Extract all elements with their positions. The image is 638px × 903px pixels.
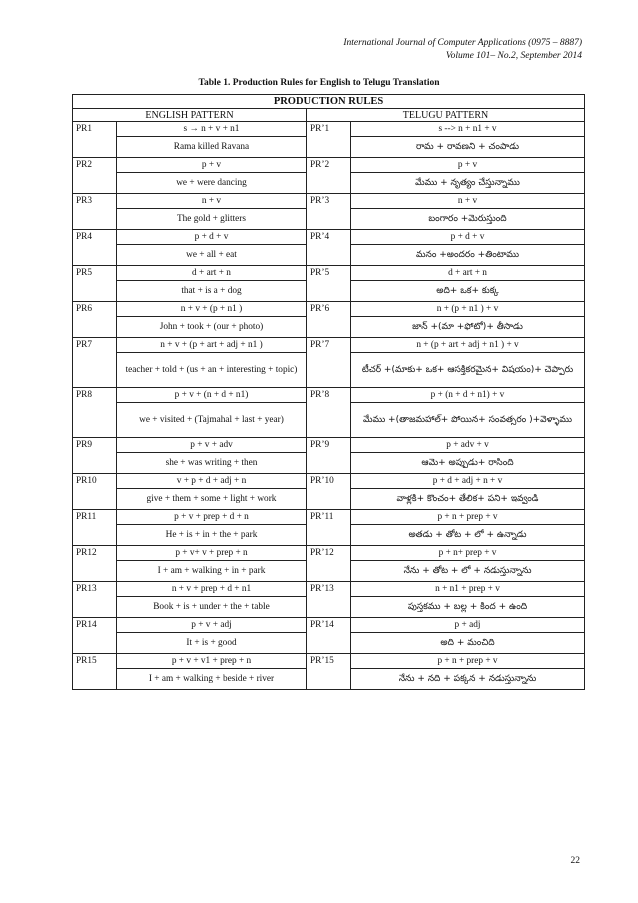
example-row: [73, 173, 585, 194]
telugu-pattern: p + d + adj + n + v: [351, 474, 585, 489]
english-pattern: d + art + n: [117, 266, 307, 281]
example-row: [73, 137, 585, 158]
english-example: I + am + walking + in + park: [117, 561, 307, 582]
telugu-example: నేను + నది + పక్కన + నడుస్తున్నాను: [351, 669, 585, 690]
rule-row: [73, 122, 585, 137]
telugu-pattern: p + (n + d + n1) + v: [351, 388, 585, 403]
english-example: The gold + glitters: [117, 209, 307, 230]
blank-cell: [73, 561, 117, 582]
english-pattern-header: ENGLISH PATTERN: [73, 109, 307, 122]
blank-cell: [307, 353, 351, 388]
blank-cell: [73, 245, 117, 266]
example-row: [73, 403, 585, 438]
rule-row: [73, 388, 585, 403]
rule-row: [73, 654, 585, 669]
example-row: [73, 597, 585, 618]
rule-id: PR4: [73, 230, 117, 245]
rule-row: [73, 582, 585, 597]
telugu-rule-id: PR’14: [307, 618, 351, 633]
telugu-example: జాన్ +(మా +ఫోటో)+ తీసాడు: [351, 317, 585, 338]
example-row: [73, 525, 585, 546]
rule-id: PR15: [73, 654, 117, 669]
english-example: we + visited + (Tajmahal + last + year): [117, 403, 307, 438]
telugu-pattern: p + n+ prep + v: [351, 546, 585, 561]
volume-header: Volume 101– No.2, September 2014: [445, 51, 582, 61]
example-row: [73, 281, 585, 302]
english-pattern: p + v + adv: [117, 438, 307, 453]
english-example: we + were dancing: [117, 173, 307, 194]
rule-row: [73, 194, 585, 209]
blank-cell: [73, 597, 117, 618]
telugu-pattern: s --> n + n1 + v: [351, 122, 585, 137]
english-example: Rama killed Ravana: [117, 137, 307, 158]
telugu-rule-id: PR’11: [307, 510, 351, 525]
blank-cell: [73, 281, 117, 302]
telugu-rule-id: PR’7: [307, 338, 351, 353]
telugu-rule-id: PR’9: [307, 438, 351, 453]
english-pattern: p + d + v: [117, 230, 307, 245]
telugu-rule-id: PR’6: [307, 302, 351, 317]
telugu-example: వాళ్లకి+ కొంచం+ తేలిక+ పని+ ఇవ్వండి: [351, 489, 585, 510]
rule-id: PR10: [73, 474, 117, 489]
telugu-pattern: n + (p + n1 ) + v: [351, 302, 585, 317]
english-pattern: p + v+ v + prep + n: [117, 546, 307, 561]
example-row: [73, 317, 585, 338]
blank-cell: [73, 525, 117, 546]
english-example: Book + is + under + the + table: [117, 597, 307, 618]
telugu-example: నేను + తోట + లో + నడుస్తున్నాను: [351, 561, 585, 582]
blank-cell: [73, 173, 117, 194]
blank-cell: [73, 403, 117, 438]
rule-row: [73, 230, 585, 245]
telugu-rule-id: PR’5: [307, 266, 351, 281]
english-pattern: p + v + adj: [117, 618, 307, 633]
english-pattern: s → n + v + n1: [117, 122, 307, 137]
blank-cell: [307, 525, 351, 546]
blank-cell: [307, 281, 351, 302]
telugu-pattern: p + d + v: [351, 230, 585, 245]
blank-cell: [73, 633, 117, 654]
rule-row: [73, 158, 585, 173]
telugu-pattern: p + adj: [351, 618, 585, 633]
rule-row: [73, 338, 585, 353]
english-pattern: n + v + prep + d + n1: [117, 582, 307, 597]
rule-id: PR12: [73, 546, 117, 561]
english-pattern: n + v + (p + n1 ): [117, 302, 307, 317]
example-row: [73, 561, 585, 582]
rule-row: [73, 510, 585, 525]
rule-row: [73, 546, 585, 561]
english-example: I + am + walking + beside + river: [117, 669, 307, 690]
blank-cell: [307, 403, 351, 438]
telugu-example: రామ + రావణని + చంపాడు: [351, 137, 585, 158]
english-example: that + is a + dog: [117, 281, 307, 302]
rule-id: PR2: [73, 158, 117, 173]
blank-cell: [307, 137, 351, 158]
telugu-rule-id: PR’1: [307, 122, 351, 137]
rule-row: [73, 618, 585, 633]
telugu-example: టీచర్ +(మాకు+ ఒక+ ఆసక్తికరమైన+ విషయం)+ చెప్పారు: [351, 353, 585, 388]
telugu-pattern: n + n1 + prep + v: [351, 582, 585, 597]
example-row: [73, 353, 585, 388]
example-row: [73, 209, 585, 230]
rule-id: PR7: [73, 338, 117, 353]
telugu-rule-id: PR’3: [307, 194, 351, 209]
english-pattern: n + v + (p + art + adj + n1 ): [117, 338, 307, 353]
telugu-pattern: n + (p + art + adj + n1 ) + v: [351, 338, 585, 353]
rule-row: [73, 438, 585, 453]
english-example: give + them + some + light + work: [117, 489, 307, 510]
telugu-example: ఆమె+ అప్పుడు+ రాసింది: [351, 453, 585, 474]
blank-cell: [307, 209, 351, 230]
example-row: [73, 669, 585, 690]
blank-cell: [307, 561, 351, 582]
telugu-pattern: d + art + n: [351, 266, 585, 281]
telugu-example: మేము + నృత్యం చేస్తున్నాము: [351, 173, 585, 194]
telugu-rule-id: PR’12: [307, 546, 351, 561]
english-example: teacher + told + (us + an + interesting + topic): [117, 353, 307, 388]
blank-cell: [73, 669, 117, 690]
english-pattern: p + v: [117, 158, 307, 173]
rule-row: [73, 302, 585, 317]
telugu-rule-id: PR’4: [307, 230, 351, 245]
rule-id: PR3: [73, 194, 117, 209]
telugu-rule-id: PR’10: [307, 474, 351, 489]
telugu-example: బంగారం +మెరుస్తుంది: [351, 209, 585, 230]
page-number: 22: [570, 856, 580, 866]
example-row: [73, 489, 585, 510]
rule-row: [73, 474, 585, 489]
telugu-pattern: p + n + prep + v: [351, 510, 585, 525]
rule-id: PR5: [73, 266, 117, 281]
rule-id: PR6: [73, 302, 117, 317]
telugu-example: పుస్తకము + బల్ల + కింద + ఉంది: [351, 597, 585, 618]
telugu-pattern: p + v: [351, 158, 585, 173]
telugu-example: అతడు + తోట + లో + ఉన్నాడు: [351, 525, 585, 546]
rule-id: PR9: [73, 438, 117, 453]
blank-cell: [73, 453, 117, 474]
blank-cell: [307, 453, 351, 474]
rule-id: PR8: [73, 388, 117, 403]
telugu-example: అది+ ఒక+ కుక్క: [351, 281, 585, 302]
blank-cell: [73, 209, 117, 230]
telugu-rule-id: PR’8: [307, 388, 351, 403]
rule-id: PR11: [73, 510, 117, 525]
rule-id: PR13: [73, 582, 117, 597]
telugu-pattern-header: TELUGU PATTERN: [307, 109, 585, 122]
blank-cell: [307, 669, 351, 690]
rule-id: PR14: [73, 618, 117, 633]
english-pattern: n + v: [117, 194, 307, 209]
blank-cell: [73, 317, 117, 338]
english-example: John + took + (our + photo): [117, 317, 307, 338]
telugu-pattern: p + n + prep + v: [351, 654, 585, 669]
table-title: PRODUCTION RULES: [73, 95, 585, 109]
production-rules-table: [72, 94, 585, 690]
table-header-row: [73, 109, 585, 122]
telugu-example: మేము +(తాజమహాల్+ పోయిన+ సంవత్సరం )+వెళ్ళాము: [351, 403, 585, 438]
english-pattern: p + v + (n + d + n1): [117, 388, 307, 403]
english-example: He + is + in + the + park: [117, 525, 307, 546]
english-example: we + all + eat: [117, 245, 307, 266]
telugu-pattern: n + v: [351, 194, 585, 209]
telugu-rule-id: PR’13: [307, 582, 351, 597]
english-example: It + is + good: [117, 633, 307, 654]
telugu-example: మనం +అందరం +తింటాము: [351, 245, 585, 266]
english-example: she + was writing + then: [117, 453, 307, 474]
blank-cell: [307, 489, 351, 510]
blank-cell: [73, 353, 117, 388]
english-pattern: v + p + d + adj + n: [117, 474, 307, 489]
telugu-example: అది + మంచిది: [351, 633, 585, 654]
blank-cell: [307, 173, 351, 194]
english-pattern: p + v + prep + d + n: [117, 510, 307, 525]
rule-row: [73, 266, 585, 281]
table-caption: Table 1. Production Rules for English to Telugu Translation: [198, 78, 440, 88]
blank-cell: [307, 245, 351, 266]
example-row: [73, 245, 585, 266]
blank-cell: [307, 597, 351, 618]
blank-cell: [73, 489, 117, 510]
telugu-rule-id: PR’15: [307, 654, 351, 669]
table-title-row: [73, 95, 585, 109]
blank-cell: [307, 317, 351, 338]
english-pattern: p + v + v1 + prep + n: [117, 654, 307, 669]
blank-cell: [73, 137, 117, 158]
telugu-rule-id: PR’2: [307, 158, 351, 173]
blank-cell: [307, 633, 351, 654]
example-row: [73, 633, 585, 654]
rule-id: PR1: [73, 122, 117, 137]
telugu-pattern: p + adv + v: [351, 438, 585, 453]
journal-header: International Journal of Computer Applications (0975 – 8887): [343, 38, 582, 48]
example-row: [73, 453, 585, 474]
